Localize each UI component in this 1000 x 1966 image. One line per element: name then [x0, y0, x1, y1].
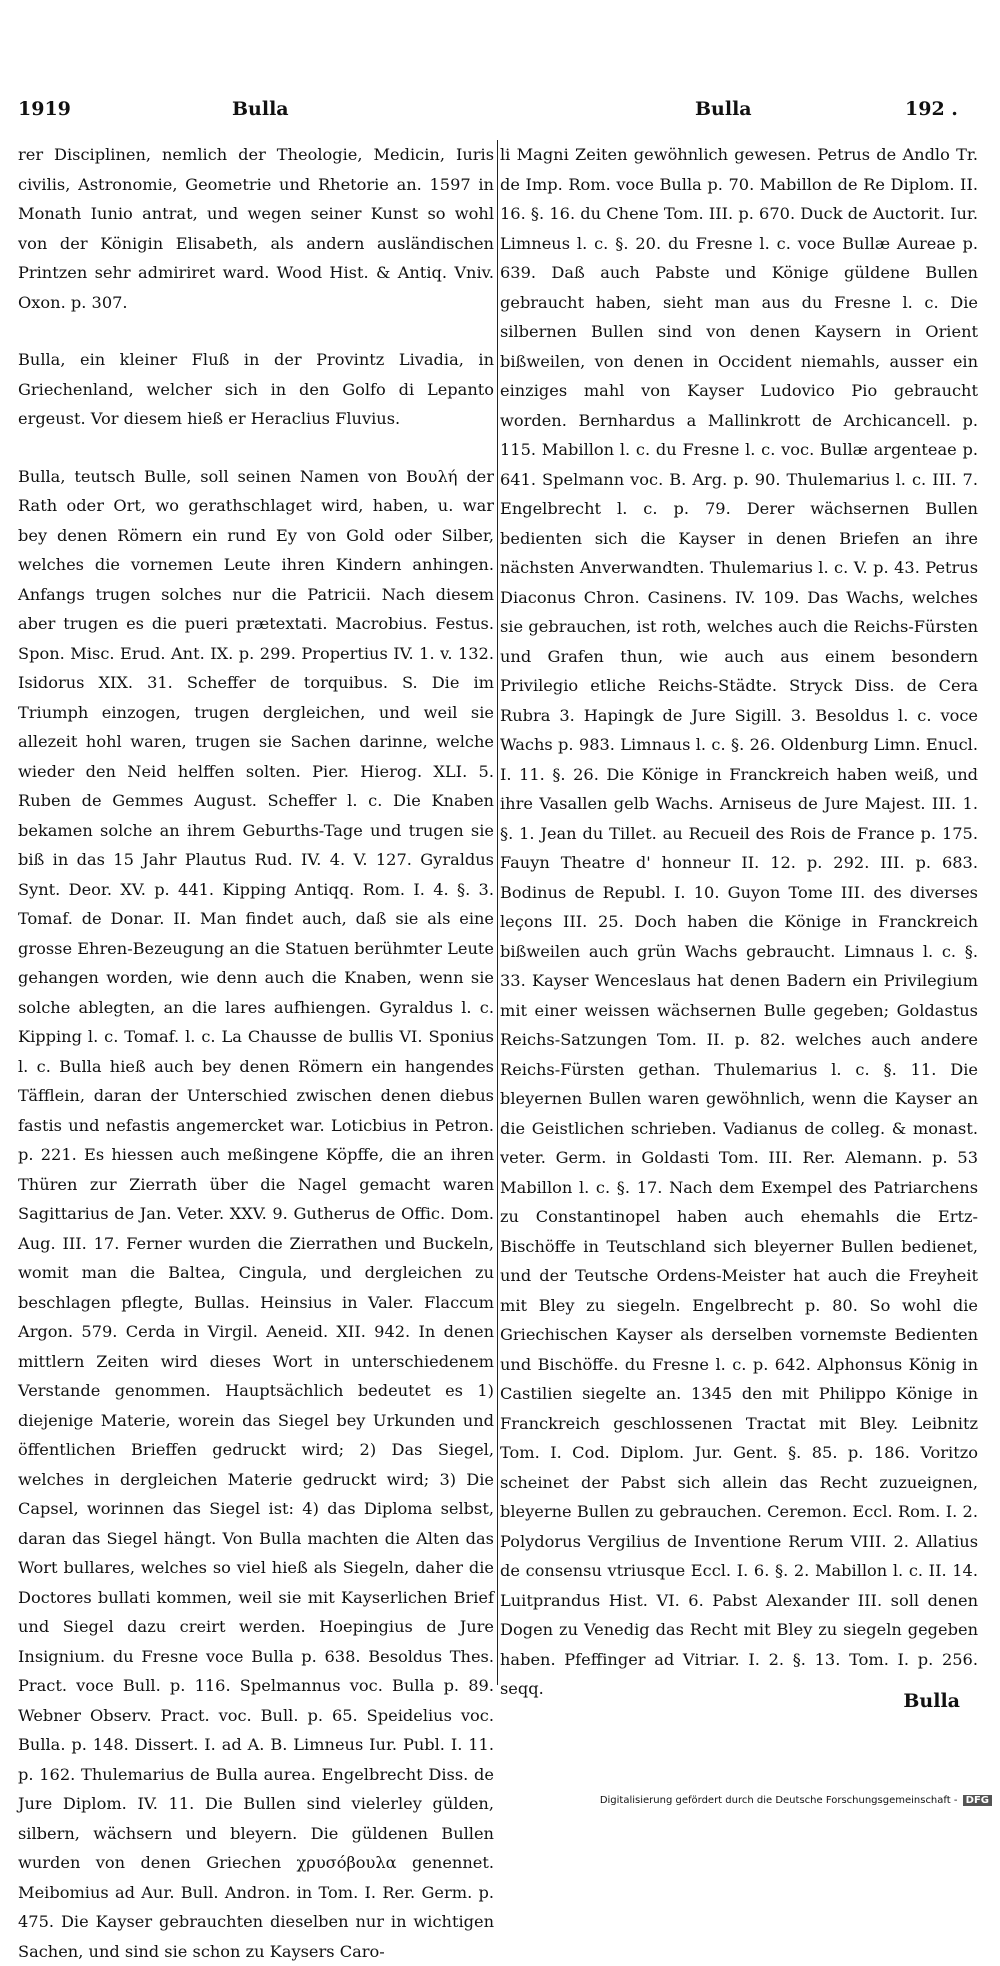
entry-paragraph: Bulla, ein kleiner Fluß in der Provintz Livadia, in Griechenland, welcher sich in den Golfo di Lepanto ergeust. Vor diesem hieß er Heraclius Fluvius.	[18, 345, 494, 434]
entry-paragraph: li Magni Zeiten gewöhnlich gewesen. Petrus de Andlo Tr. de Imp. Rom. voce Bulla p. 70. Mabillon de Re Diplom. II. 16. §. 16. du Chene Tom. III. p. 670. Duck de Auctorit. Iur. Limneus l. c. §. 20. du Fresne l. c. voce Bullæ Aureae p. 639. Daß auch Pabste und Könige güldene Bullen gebraucht haben, sieht man aus du Fresne l. c. Die silbernen Bullen sind von denen Kaysern in Orient bißweilen, von denen in Occident niemahls, ausser ein einziges mahl von Kayser Ludovico Pio gebraucht worden. Bernhardus a Mallinkrott de Archicancell. p. 115. Mabillon l. c. du Fresne l. c. voc. Bullæ argenteae p. 641. Spelmann voc. B. Arg. p. 90. Thulemarius l. c. III. 7. Engelbrecht l. c. p. 79. Derer wächsernen Bullen bedienten sich die Kayser in denen Briefen an ihre nächsten Anverwandten. Thulemarius l. c. V. p. 43. Petrus Diaconus Chron. Casinens. IV. 109. Das Wachs, welches sie gebrauchen, ist roth, welches auch die Reichs-Fürsten und Grafen thun, wie auch aus einem besondern Privilegio etliche Reichs-Städte. Stryck Diss. de Cera Rubra 3. Hapingk de Jure Sigill. 3. Besoldus l. c. voce Wachs p. 983. Limnaus l. c. §. 26. Oldenburg Limn. Enucl. I. 11. §. 26. Die Könige in Franckreich haben weiß, und ihre Vasallen gelb Wachs. Arniseus de Jure Majest. III. 1. §. 1. Jean du Tillet. au Recueil des Rois de France p. 175. Fauyn Theatre d' honneur II. 12. p. 292. III. p. 683. Bodinus de Republ. I. 10. Guyon Tome III. des diverses leçons III. 25. Doch haben die Könige in Franckreich bißweilen auch grün Wachs gebraucht. Limnaus l. c. §. 33. Kayser Wenceslaus hat denen Badern ein Privilegium mit einer weissen wächsernen Bulle gegeben; Goldastus Reichs-Satzungen Tom. II. p. 82. welches auch andere Reichs-Fürsten gethan. Thulemarius l. c. §. 11. Die bleyernen Bullen waren gewöhnlich, wenn die Kayser an die Geistlichen schrieben. Vadianus de colleg. & monast. veter. Germ. in Goldasti Tom. III. Rer. Alemann. p. 53 Mabillon l. c. §. 17. Nach dem Exempel des Patriarchens zu Constantinopel haben auch ehemahls die Ertz-Bischöffe in Teutschland sich bleyerner Bullen bedienet, und der Teutsche Ordens-Meister hat auch die Freyheit mit Bley zu siegeln. Engelbrecht p. 80. So wohl die Griechischen Kayser als derselben vornemste Bedienten und Bischöffe. du Fresne l. c. p. 642. Alphonsus König in Castilien siegelte an. 1345 den mit Philippo Könige in Franckreich geschlossenen Tractat mit Bley. Leibnitz Tom. I. Cod. Diplom. Jur. Gent. §. 85. p. 186. Voritzo scheinet der Pabst sich allein das Recht zuzueignen, bleyerne Bullen zu gebrauchen. Ceremon. Eccl. Rom. I. 2. Polydorus Vergilius de Inventione Rerum VIII. 2. Allatius de consensu vtriusque Eccl. I. 6. §. 2. Mabillon l. c. II. 14. Luitprandus Hist. VI. 6. Pabst Alexander III. soll denen Dogen zu Venedig das Recht mit Bley zu siegeln gegeben haben. Pfeffinger ad Vitriar. I. 2. §. 13. Tom. I. p. 256. seqq.	[500, 140, 978, 1704]
column-divider	[497, 140, 498, 1685]
entry-paragraph: rer Disciplinen, nemlich der Theologie, Medicin, Iuris civilis, Astronomie, Geometrie und Rhetorie an. 1597 in Monath Iunio antrat, und wegen seiner Kunst so wohl von der Königin Elisabeth, als andern ausländischen Printzen sehr admiriret ward. Wood Hist. & Antiq. Vniv. Oxon. p. 307.	[18, 140, 494, 317]
left-page-number: 1919	[18, 98, 71, 120]
digitization-footer	[600, 1795, 992, 1806]
left-running-title: Bulla	[232, 98, 289, 120]
right-text-column	[500, 140, 978, 1704]
entry-paragraph: Bulla, teutsch Bulle, soll seinen Namen von Βουλή der Rath oder Ort, wo gerathschlaget wird, haben, u. war bey denen Römern ein rund Ey von Gold oder Silber, welches die vornemen Leute ihren Kindern anhingen. Anfangs trugen solches nur die Patricii. Nach diesem aber trugen es die pueri prætextati. Macrobius. Festus. Spon. Misc. Erud. Ant. IX. p. 299. Propertius IV. 1. v. 132. Isidorus XIX. 31. Scheffer de torquibus. S. Die im Triumph einzogen, trugen dergleichen, und weil sie allezeit hohl waren, trugen sie Sachen darinne, welche wieder den Neid helffen solten. Pier. Hierog. XLI. 5. Ruben de Gemmes August. Scheffer l. c. Die Knaben bekamen solche an ihrem Geburths-Tage und trugen sie biß in das 15 Jahr Plautus Rud. IV. 4. V. 127. Gyraldus Synt. Deor. XV. p. 441. Kipping Antiqq. Rom. I. 4. §. 3. Tomaf. de Donar. II. Man findet auch, daß sie als eine grosse Ehren-Bezeugung an die Statuen berühmter Leute gehangen worden, wie denn auch die Knaben, wenn sie solche ablegten, an die lares aufhiengen. Gyraldus l. c. Kipping l. c. Tomaf. l. c. La Chausse de bullis VI. Sponius l. c. Bulla hieß auch bey denen Römern ein hangendes Täfflein, daran der Unterschied zwischen denen diebus fastis und nefastis angemercket war. Loticbius in Petron. p. 221. Es hiessen auch meßingene Köpffe, die an ihren Thüren zur Zierrath über die Nagel gemacht waren Sagittarius de Jan. Veter. XXV. 9. Gutherus de Offic. Dom. Aug. III. 17. Ferner wurden die Zierrathen und Buckeln, womit man die Baltea, Cingula, und dergleichen zu beschlagen pflegte, Bullas. Heinsius in Valer. Flaccum Argon. 579. Cerda in Virgil. Aeneid. XII. 942. In denen mittlern Zeiten wird dieses Wort in unterschiedenem Verstande genommen. Hauptsächlich bedeutet es 1) diejenige Materie, worein das Siegel bey Urkunden und öffentlichen Brieffen gedruckt wird; 2) Das Siegel, welches in dergleichen Materie gedruckt wird; 3) Die Capsel, worinnen das Siegel ist: 4) das Diploma selbst, daran das Siegel hängt. Von Bulla machten die Alten das Wort bullares, welches so viel hieß als Siegeln, daher die Doctores bullati kommen, weil sie mit Kayserlichen Brief und Siegel dazu creirt werden. Hoepingius de Jure Insignium. du Fresne voce Bulla p. 638. Besoldus Thes. Pract. voce Bull. p. 116. Spelmannus voc. Bulla p. 89. Webner Observ. Pract. voc. Bull. p. 65. Speidelius voc. Bulla. p. 148. Dissert. I. ad A. B. Limneus Iur. Publ. I. 11. p. 162. Thulemarius de Bulla aurea. Engelbrecht Diss. de Jure Diplom. IV. 11. Die Bullen sind vielerley gülden, silbern, wächsern und bleyern. Die güldenen Bullen wurden von denen Griechen χρυσόβουλα genennet. Meibomius ad Aur. Bull. Andron. in Tom. I. Rer. Germ. p. 475. Die Kayser gebrauchten dieselben nur in wichtigen Sachen, und sind sie schon zu Kaysers Caro-	[18, 462, 494, 1966]
catchword: Bulla	[903, 1690, 960, 1712]
left-text-column	[18, 140, 494, 1966]
right-page-number: 192 .	[905, 98, 958, 120]
dfg-logo: DFG	[963, 1795, 992, 1806]
right-running-title: Bulla	[695, 98, 752, 120]
footer-text: Digitalisierung gefördert durch die Deutsche Forschungsgemeinschaft -	[600, 1795, 958, 1806]
